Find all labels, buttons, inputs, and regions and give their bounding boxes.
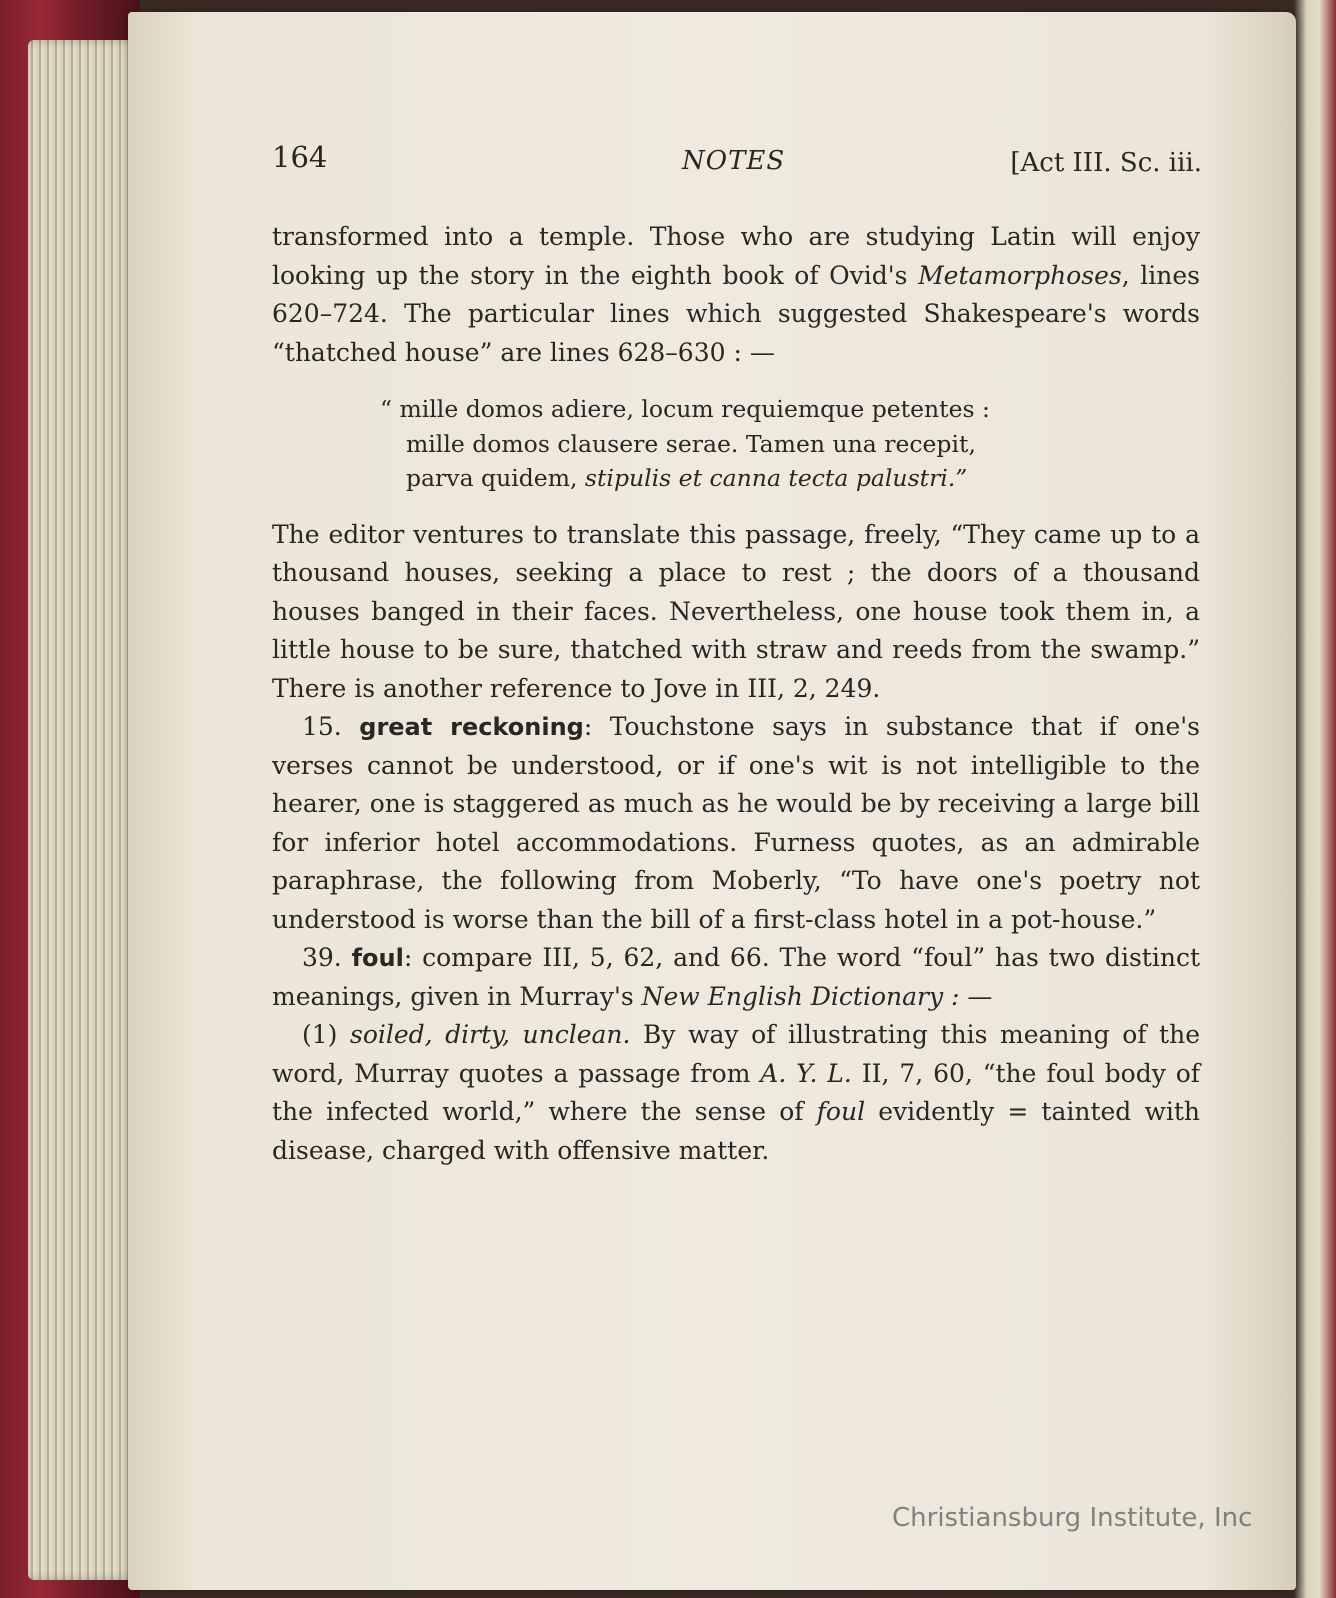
note-keyword: great reckoning [359,713,584,741]
metamorphoses-title: Metamorphoses [918,260,1122,290]
facing-page-edge [1294,0,1336,1598]
page-header [272,140,1202,180]
note-number: 39. [302,943,342,972]
dictionary-title: New English Dictionary : — [641,981,993,1011]
watermark: Christiansburg Institute, Inc [892,1503,1253,1533]
paragraph-ovid: transformed into a temple. Those who are studying Latin will enjoy looking up the story in the eighth book of Ovid's Metamorphoses, lines 620–724. The particular lines which suggested Shakespeare's words “thatched house” are lines 628–630 : — [272,222,1200,367]
latin-quote [380,392,1200,496]
quote-line-1: “ mille domos adiere, locum requiemque petentes : [380,395,990,423]
act-scene-reference: [Act III. Sc. iii. [1010,148,1202,178]
note-15: 15. great reckoning: Touchstone says in substance that if one's verses cannot be understood, or if one's wit is not intelligible to the hearer, one is staggered as much as he would be by receiving a large bill for inferior hotel accommodations. Furness quotes, as an admirable paraphrase, the following from Moberly, “To have one's poetry not understood is worse than the bill of a first-class hotel in a pot-house.” [272,712,1200,934]
page-body [272,218,1200,1170]
quote-line-2: mille domos clausere serae. Tamen una recepit, [406,429,976,458]
note-keyword: foul [351,944,404,972]
paragraph-translation: The editor ventures to translate this passage, freely, “They came up to a thousand houses, seeking a place to rest ; the doors of a thousand houses banged in their faces. Nevertheless, one house took them in, a little house to be sure, thatched with straw and reeds from the swamp.” There is another reference to Jove in III, 2, 249. [272,519,1200,703]
note-number: 15. [302,712,342,741]
meaning-1: (1) soiled, dirty, unclean. By way of illustrating this meaning of the word, Murray quotes a passage from A. Y. L. II, 7, 60, “the foul body of the infected world,” where the sense of foul evidently = tainted with disease, charged with offensive matter. [272,1020,1201,1165]
note-39: 39. foul: compare III, 5, 62, and 66. The word “foul” has two distinct meanings, given in Murray's New English Dictionary : — [272,943,1200,1011]
page-number: 164 [272,140,328,174]
running-title: NOTES [682,146,786,176]
quote-line-3: parva quidem, stipulis et canna tecta palustri.” [406,464,968,492]
